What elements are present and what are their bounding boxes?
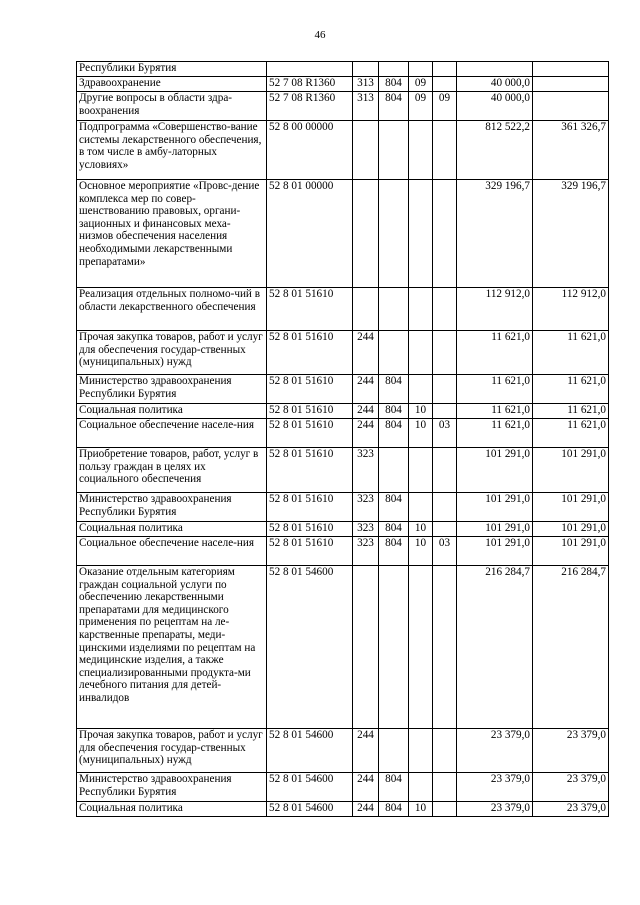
expense-type: 244 (353, 404, 379, 419)
row-name: Социальная политика (77, 522, 267, 537)
row-name: Приобретение товаров, работ, услуг в пользу граждан в целях их социального обеспечения (77, 448, 267, 493)
table-row (77, 493, 609, 522)
amount-2: 112 912,0 (533, 288, 609, 331)
ministry-code (379, 448, 409, 493)
ministry-code: 804 (379, 773, 409, 802)
row-name: Подпрограмма «Совершенство-вание системы лекарственного обеспечения, в том числе в амбу-латорных условиях» (77, 121, 267, 180)
amount-1: 112 912,0 (457, 288, 533, 331)
target-code: 52 8 01 51610 (267, 448, 353, 493)
ministry-code (379, 121, 409, 180)
table-row (77, 729, 609, 773)
subsection-code (433, 375, 457, 404)
target-code: 52 8 01 00000 (267, 180, 353, 288)
table-row (77, 773, 609, 802)
amount-1 (457, 62, 533, 77)
amount-2: 23 379,0 (533, 729, 609, 773)
ministry-code: 804 (379, 375, 409, 404)
section-code (409, 773, 433, 802)
section-code (409, 288, 433, 331)
section-code: 09 (409, 92, 433, 121)
target-code: 52 8 01 54600 (267, 729, 353, 773)
row-name: Прочая закупка товаров, работ и услуг для обеспечения государ-ственных (муниципальных) нужд (77, 729, 267, 773)
expense-type: 323 (353, 537, 379, 566)
ministry-code: 804 (379, 522, 409, 537)
target-code: 52 8 01 54600 (267, 773, 353, 802)
table-row (77, 404, 609, 419)
table-row (77, 566, 609, 729)
amount-2 (533, 77, 609, 92)
section-code (409, 493, 433, 522)
target-code: 52 8 01 51610 (267, 331, 353, 375)
row-name: Прочая закупка товаров, работ и услуг для обеспечения государ-ственных (муниципальных) нужд (77, 331, 267, 375)
budget-table (76, 61, 609, 817)
amount-1: 11 621,0 (457, 419, 533, 448)
subsection-code (433, 566, 457, 729)
subsection-code (433, 77, 457, 92)
row-name: Здравоохранение (77, 77, 267, 92)
expense-type: 244 (353, 375, 379, 404)
expense-type: 313 (353, 92, 379, 121)
expense-type: 244 (353, 331, 379, 375)
target-code: 52 8 01 54600 (267, 566, 353, 729)
ministry-code (379, 331, 409, 375)
amount-2: 101 291,0 (533, 537, 609, 566)
row-name: Другие вопросы в области здра-воохранения (77, 92, 267, 121)
amount-1: 23 379,0 (457, 729, 533, 773)
amount-2 (533, 92, 609, 121)
ministry-code (379, 180, 409, 288)
amount-2: 11 621,0 (533, 331, 609, 375)
section-code (409, 566, 433, 729)
ministry-code (379, 729, 409, 773)
target-code: 52 8 01 51610 (267, 375, 353, 404)
amount-1: 216 284,7 (457, 566, 533, 729)
amount-2: 101 291,0 (533, 522, 609, 537)
expense-type: 244 (353, 419, 379, 448)
ministry-code (379, 566, 409, 729)
subsection-code (433, 62, 457, 77)
table-row (77, 419, 609, 448)
target-code: 52 8 01 51610 (267, 404, 353, 419)
table-row (77, 331, 609, 375)
section-code: 10 (409, 404, 433, 419)
subsection-code (433, 288, 457, 331)
table-row (77, 537, 609, 566)
amount-1: 11 621,0 (457, 375, 533, 404)
section-code: 10 (409, 419, 433, 448)
amount-1: 23 379,0 (457, 802, 533, 817)
amount-1: 40 000,0 (457, 77, 533, 92)
expense-type: 323 (353, 493, 379, 522)
subsection-code (433, 493, 457, 522)
subsection-code: 03 (433, 419, 457, 448)
ministry-code (379, 62, 409, 77)
amount-2: 11 621,0 (533, 375, 609, 404)
subsection-code (433, 522, 457, 537)
amount-1: 40 000,0 (457, 92, 533, 121)
section-code (409, 729, 433, 773)
target-code: 52 7 08 R1360 (267, 77, 353, 92)
amount-2 (533, 62, 609, 77)
amount-1: 23 379,0 (457, 773, 533, 802)
row-name: Министерство здравоохранения Республики Бурятия (77, 773, 267, 802)
row-name: Социальная политика (77, 802, 267, 817)
row-name: Оказание отдельным категориям граждан социальной услуги по обеспечению лекарственными препаратами для медицинского применения по рецептам на ле-карственные препараты, меди-цинскими изделиями по рецептам на медицинские изделия, а также специализированными продукта-ми лечебного питания для детей-инвалидов (77, 566, 267, 729)
subsection-code (433, 773, 457, 802)
target-code: 52 8 01 51610 (267, 288, 353, 331)
subsection-code (433, 448, 457, 493)
expense-type: 313 (353, 77, 379, 92)
row-name: Реализация отдельных полномо-чий в области лекарственного обеспечения (77, 288, 267, 331)
expense-type: 323 (353, 522, 379, 537)
ministry-code: 804 (379, 77, 409, 92)
target-code: 52 8 01 51610 (267, 493, 353, 522)
target-code: 52 8 00 00000 (267, 121, 353, 180)
amount-2: 329 196,7 (533, 180, 609, 288)
table-row (77, 802, 609, 817)
ministry-code: 804 (379, 419, 409, 448)
ministry-code: 804 (379, 802, 409, 817)
ministry-code (379, 288, 409, 331)
subsection-code (433, 802, 457, 817)
amount-1: 11 621,0 (457, 404, 533, 419)
table-row (77, 288, 609, 331)
section-code (409, 375, 433, 404)
amount-2: 216 284,7 (533, 566, 609, 729)
section-code: 10 (409, 537, 433, 566)
row-name: Республики Бурятия (77, 62, 267, 77)
section-code: 10 (409, 522, 433, 537)
expense-type (353, 121, 379, 180)
table-row (77, 62, 609, 77)
subsection-code (433, 729, 457, 773)
section-code (409, 180, 433, 288)
row-name: Министерство здравоохранения Республики Бурятия (77, 493, 267, 522)
section-code (409, 448, 433, 493)
expense-type (353, 288, 379, 331)
subsection-code (433, 404, 457, 419)
section-code: 10 (409, 802, 433, 817)
table-row (77, 92, 609, 121)
amount-1: 101 291,0 (457, 448, 533, 493)
subsection-code (433, 121, 457, 180)
expense-type (353, 62, 379, 77)
amount-1: 101 291,0 (457, 493, 533, 522)
target-code: 52 8 01 54600 (267, 802, 353, 817)
row-name: Министерство здравоохранения Республики Бурятия (77, 375, 267, 404)
subsection-code: 09 (433, 92, 457, 121)
amount-2: 361 326,7 (533, 121, 609, 180)
table-row (77, 375, 609, 404)
amount-1: 11 621,0 (457, 331, 533, 375)
target-code (267, 62, 353, 77)
amount-2: 23 379,0 (533, 802, 609, 817)
row-name: Социальное обеспечение населе-ния (77, 537, 267, 566)
amount-1: 812 522,2 (457, 121, 533, 180)
amount-1: 101 291,0 (457, 537, 533, 566)
target-code: 52 8 01 51610 (267, 419, 353, 448)
expense-type: 244 (353, 802, 379, 817)
ministry-code: 804 (379, 537, 409, 566)
section-code (409, 121, 433, 180)
row-name: Социальное обеспечение населе-ния (77, 419, 267, 448)
ministry-code: 804 (379, 404, 409, 419)
table-row (77, 121, 609, 180)
amount-1: 101 291,0 (457, 522, 533, 537)
table-row (77, 522, 609, 537)
table-row (77, 180, 609, 288)
amount-1: 329 196,7 (457, 180, 533, 288)
amount-2: 11 621,0 (533, 419, 609, 448)
expense-type (353, 180, 379, 288)
expense-type: 323 (353, 448, 379, 493)
target-code: 52 8 01 51610 (267, 537, 353, 566)
table-row (77, 448, 609, 493)
section-code: 09 (409, 77, 433, 92)
row-name: Основное мероприятие «Провс-дение комплекса мер по совер-шенствованию правовых, органи-зационных и финансовых меха-низмов обеспечения населения необходимыми лекарственными препаратами» (77, 180, 267, 288)
table-row (77, 77, 609, 92)
expense-type: 244 (353, 773, 379, 802)
subsection-code: 03 (433, 537, 457, 566)
row-name: Социальная политика (77, 404, 267, 419)
amount-2: 11 621,0 (533, 404, 609, 419)
ministry-code: 804 (379, 92, 409, 121)
amount-2: 23 379,0 (533, 773, 609, 802)
target-code: 52 7 08 R1360 (267, 92, 353, 121)
expense-type (353, 566, 379, 729)
section-code (409, 62, 433, 77)
target-code: 52 8 01 51610 (267, 522, 353, 537)
amount-2: 101 291,0 (533, 493, 609, 522)
section-code (409, 331, 433, 375)
page-number: 46 (314, 29, 326, 41)
subsection-code (433, 331, 457, 375)
ministry-code: 804 (379, 493, 409, 522)
expense-type: 244 (353, 729, 379, 773)
amount-2: 101 291,0 (533, 448, 609, 493)
subsection-code (433, 180, 457, 288)
